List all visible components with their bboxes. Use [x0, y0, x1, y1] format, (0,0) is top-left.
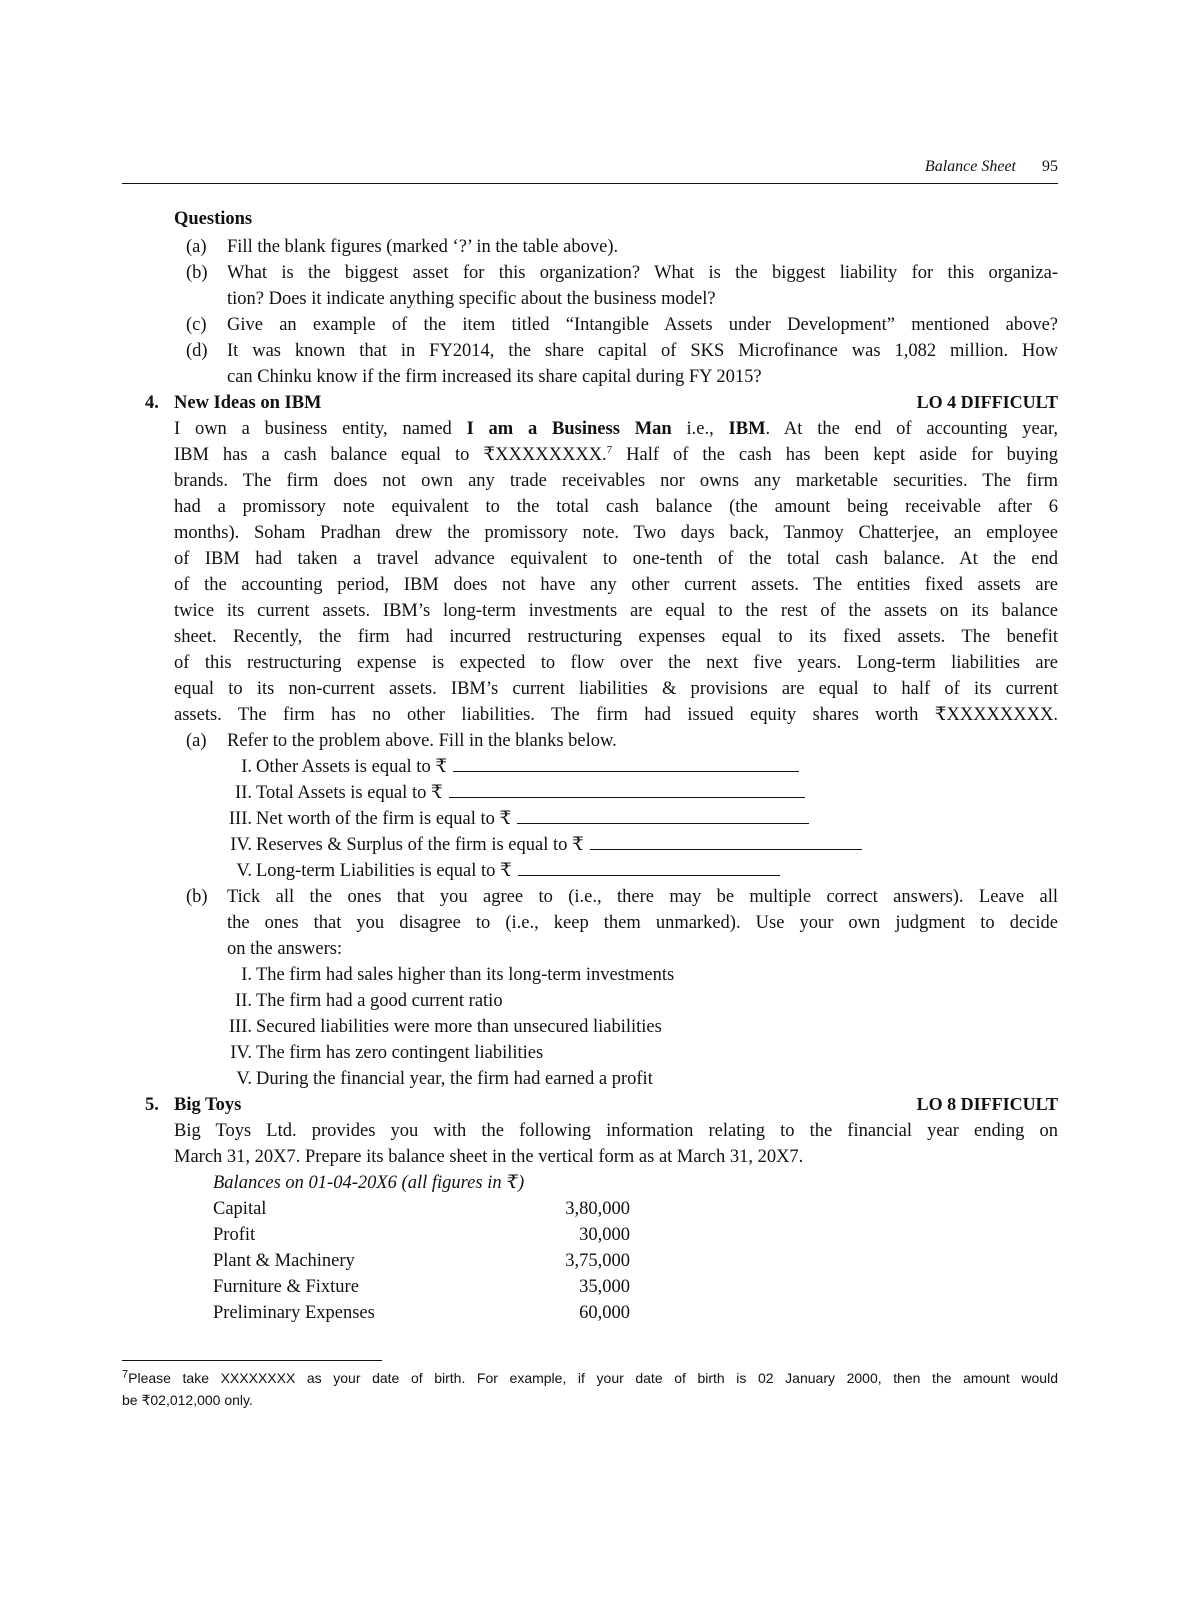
- fill-blank-item: Net worth of the firm is equal to ₹: [256, 807, 809, 831]
- answer-blank[interactable]: [590, 833, 862, 850]
- footnote-mark: 7: [122, 1368, 129, 1381]
- question-text: What is the biggest asset for this organization? What is the biggest liability for this organiza-: [227, 263, 1058, 283]
- fill-blank-item: Reserves & Surplus of the firm is equal to ₹: [256, 833, 862, 857]
- footnote-line: $^7$Please take XXXXXXXX as your date of birth. For example, if your date of birth is 02 January 2000, then the amount would: [122, 1368, 1058, 1386]
- question-text: It was known that in FY2014, the share capital of SKS Microfinance was 1,082 million. How: [227, 341, 1058, 361]
- footnote-line: be ₹02,012,000 only.: [122, 1392, 253, 1408]
- tick-option[interactable]: The firm had sales higher than its long-term investments: [256, 965, 675, 985]
- table-row-label: Preliminary Expenses: [213, 1303, 375, 1323]
- tick-option[interactable]: The firm had a good current ratio: [256, 991, 503, 1011]
- problem-paragraph-line: had a promissory note equivalent to the total cash balance (the amount being receivable after 6: [174, 497, 1058, 517]
- question-text: tion? Does it indicate anything specific about the business model?: [227, 289, 716, 309]
- part-text: on the answers:: [227, 939, 343, 959]
- problem-paragraph-line: I own a business entity, named I am a Business Man i.e., IBM. At the end of accounting year,: [174, 419, 1058, 439]
- footnote-rule: [122, 1360, 382, 1361]
- header-rule: [122, 183, 1058, 184]
- item-numeral: IV.: [230, 1043, 252, 1063]
- problem-paragraph-line: brands. The firm does not own any trade receivables nor owns any marketable securities. The firm: [174, 471, 1058, 491]
- problem-paragraph-line: IBM has a cash balance equal to ₹XXXXXXXX.$^7$ Half of the cash has been kept aside for buying: [174, 443, 1058, 465]
- item-numeral: IV.: [230, 835, 252, 855]
- part-label: (b): [186, 887, 208, 907]
- entity-name: I am a Business Man: [466, 419, 672, 439]
- running-header-title: Balance Sheet: [924, 158, 1016, 175]
- problem-paragraph-line: of IBM had taken a travel advance equivalent to one-tenth of the total cash balance. At the end: [174, 549, 1058, 569]
- footnote-ref[interactable]: 7: [606, 443, 613, 456]
- table-row-amount: 3,75,000: [565, 1251, 630, 1271]
- part-text: the ones that you disagree to (i.e., keep them unmarked). Use your own judgment to decide: [227, 913, 1058, 933]
- table-row-label: Capital: [213, 1199, 267, 1219]
- answer-blank[interactable]: [518, 859, 780, 876]
- problem-number: 4.: [145, 393, 159, 413]
- table-row-amount: 35,000: [579, 1277, 630, 1297]
- question-text: can Chinku know if the firm increased its share capital during FY 2015?: [227, 367, 762, 387]
- part-label: (a): [186, 731, 207, 751]
- page-number: 95: [1042, 158, 1058, 175]
- problem-title: Big Toys: [174, 1095, 242, 1115]
- question-label: (c): [186, 315, 207, 335]
- tick-option[interactable]: The firm has zero contingent liabilities: [256, 1043, 544, 1063]
- questions-heading: Questions: [174, 209, 253, 229]
- answer-blank[interactable]: [453, 755, 799, 772]
- item-numeral: II.: [235, 783, 252, 803]
- table-row-amount: 3,80,000: [565, 1199, 630, 1219]
- item-numeral: V.: [236, 1069, 252, 1089]
- question-text: Give an example of the item titled “Intangible Assets under Development” mentioned above?: [227, 315, 1058, 335]
- entity-abbrev: IBM: [728, 419, 766, 439]
- fill-blank-item: Other Assets is equal to ₹: [256, 755, 799, 779]
- lo-badge: LO 4 DIFFICULT: [916, 392, 1058, 412]
- fill-blank-item: Long-term Liabilities is equal to ₹: [256, 859, 780, 883]
- problem-paragraph-line: equal to its non-current assets. IBM’s current liabilities & provisions are equal to half of its current: [174, 679, 1058, 699]
- table-caption: Balances on 01-04-20X6 (all figures in ₹): [213, 1173, 525, 1193]
- question-label: (a): [186, 237, 207, 257]
- table-row-amount: 60,000: [579, 1303, 630, 1323]
- item-numeral: V.: [236, 861, 252, 881]
- part-text: Tick all the ones that you agree to (i.e., there may be multiple correct answers). Leave all: [227, 887, 1058, 907]
- tick-option[interactable]: Secured liabilities were more than unsecured liabilities: [256, 1017, 662, 1037]
- problem-paragraph-line: March 31, 20X7. Prepare its balance sheet in the vertical form as at March 31, 20X7.: [174, 1147, 804, 1167]
- problem-title: New Ideas on IBM: [174, 393, 322, 413]
- table-row-label: Furniture & Fixture: [213, 1277, 359, 1297]
- answer-blank[interactable]: [517, 807, 809, 824]
- running-header: [122, 156, 1058, 184]
- problem-paragraph-line: twice its current assets. IBM’s long-term investments are equal to the rest of the assets on its balance: [174, 601, 1058, 621]
- problem-paragraph-line: Big Toys Ltd. provides you with the following information relating to the financial year ending on: [174, 1121, 1058, 1141]
- problem-paragraph-line: months). Soham Pradhan drew the promissory note. Two days back, Tanmoy Chatterjee, an employee: [174, 523, 1058, 543]
- item-numeral: II.: [235, 991, 252, 1011]
- item-numeral: III.: [228, 809, 252, 829]
- fill-blank-item: Total Assets is equal to ₹: [256, 781, 805, 805]
- table-row-amount: 30,000: [579, 1225, 630, 1245]
- problem-paragraph-line: assets. The firm has no other liabilities. The firm had issued equity shares worth ₹XXXXXXXX.: [174, 705, 1058, 725]
- problem-paragraph-line: of this restructuring expense is expected to flow over the next five years. Long-term liabilities are: [174, 653, 1058, 673]
- lo-badge: LO 8 DIFFICULT: [916, 1094, 1058, 1114]
- table-row-label: Plant & Machinery: [213, 1251, 355, 1271]
- item-numeral: III.: [228, 1017, 252, 1037]
- part-text: Refer to the problem above. Fill in the blanks below.: [227, 731, 617, 751]
- item-numeral: I.: [241, 965, 252, 985]
- problem-number: 5.: [145, 1095, 159, 1115]
- table-row-label: Profit: [213, 1225, 256, 1245]
- answer-blank[interactable]: [449, 781, 805, 798]
- item-numeral: I.: [241, 757, 252, 777]
- question-text: Fill the blank figures (marked ‘?’ in the table above).: [227, 237, 619, 257]
- question-label: (b): [186, 263, 208, 283]
- problem-paragraph-line: sheet. Recently, the firm had incurred restructuring expenses equal to its fixed assets. The benefit: [174, 627, 1058, 647]
- problem-paragraph-line: of the accounting period, IBM does not have any other current assets. The entities fixed assets are: [174, 575, 1058, 595]
- question-label: (d): [186, 341, 208, 361]
- tick-option[interactable]: During the financial year, the firm had earned a profit: [256, 1069, 653, 1089]
